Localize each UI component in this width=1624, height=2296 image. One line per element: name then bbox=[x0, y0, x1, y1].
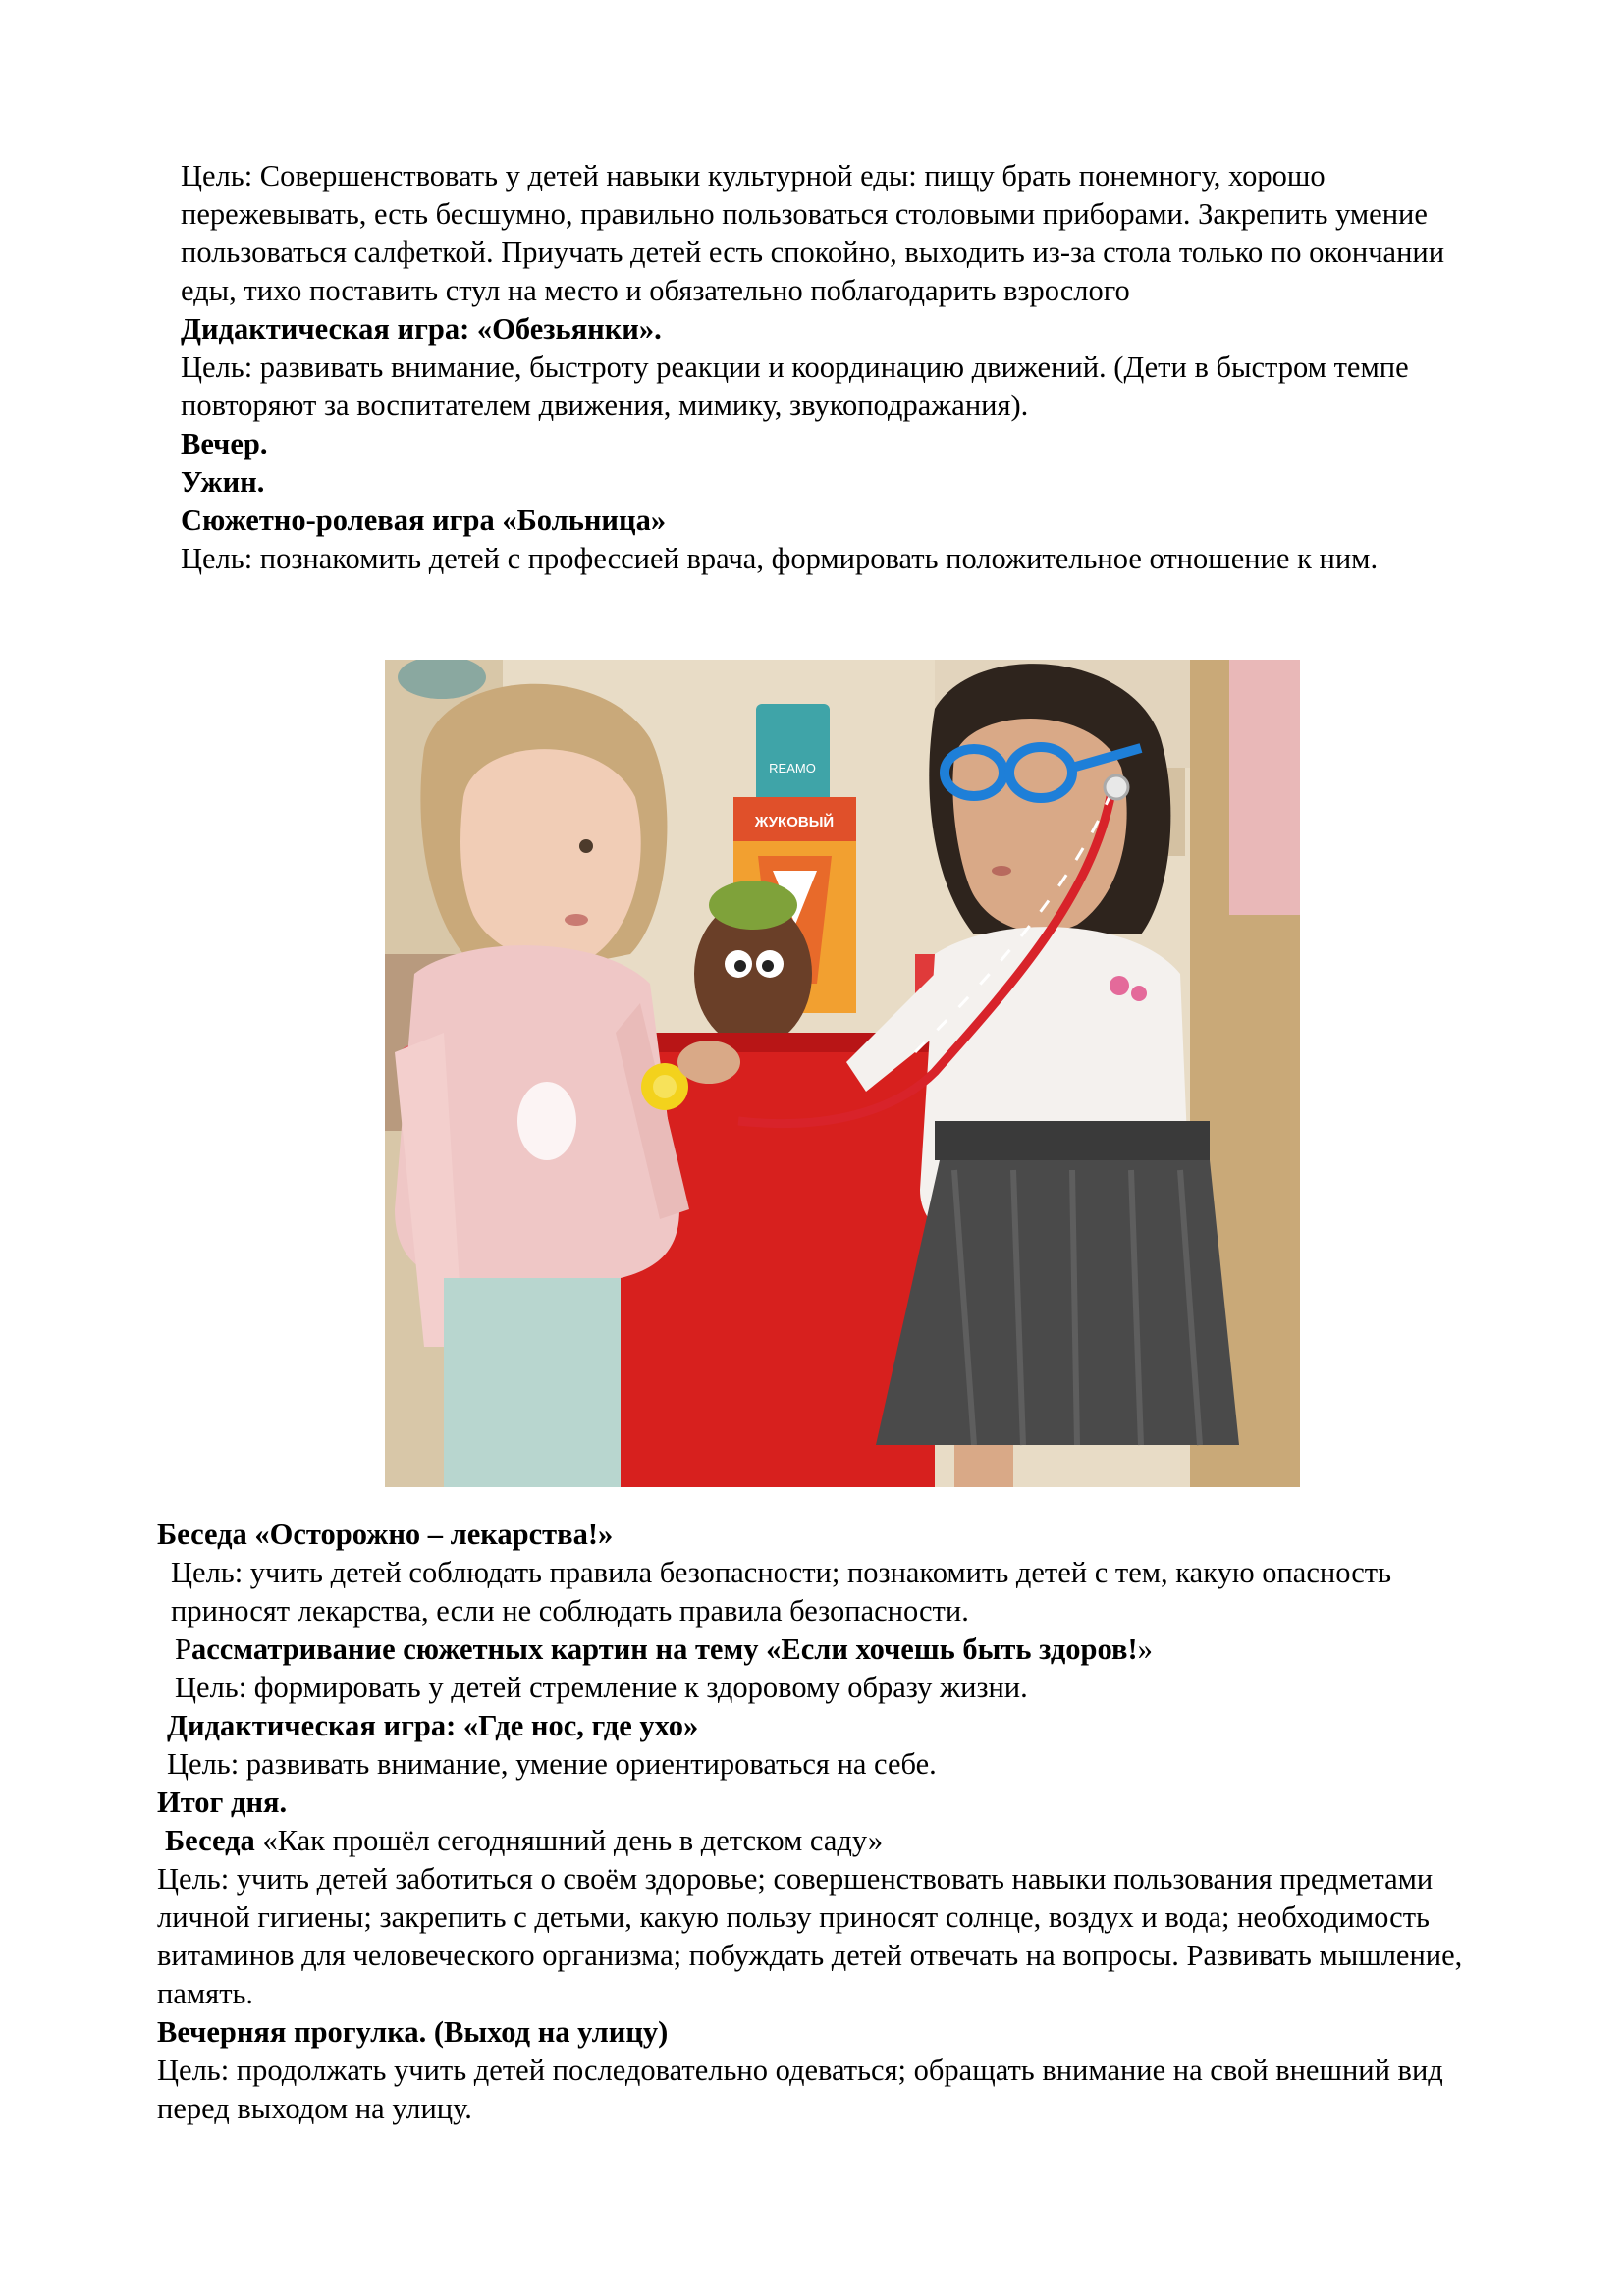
goal-meal: Цель: Совершенствовать у детей навыки культурной еды: пищу брать понемногу, хорошо пережевывать, есть бесшумно, правильно пользоваться столовыми приборами. Закрепить умение пользоваться салфеткой. Приучать детей есть спокойно, выходить из-за стола только по окончании еды, тихо поставить стул на место и обязательно поблагодарить взрослого bbox=[181, 159, 1445, 307]
talk-day-goal: Цель: учить детей заботиться о своём здоровье; совершенствовать навыки пользования предметами личной гигиены; закрепить с детьми, какую пользу приносят солнце, воздух и вода; необходимость витаминов для человеческого организма; побуждать детей отвечать на вопросы. Развивать мышление, память. bbox=[157, 1862, 1463, 2010]
game-monkeys-title: Дидактическая игра: «Обезьянки». bbox=[181, 312, 662, 346]
dinner-heading: Ужин. bbox=[181, 465, 265, 499]
game-nose-title: Дидактическая игра: «Где нос, где ухо» bbox=[167, 1709, 699, 1742]
text-block-bottom bbox=[157, 1516, 1463, 2128]
walk-goal: Цель: продолжать учить детей последовательно одеваться; обращать внимание на свой внешний вид перед выходом на улицу. bbox=[157, 2054, 1443, 2125]
children-playing-doctor-photo bbox=[385, 660, 1300, 1487]
hospital-goal: Цель: познакомить детей с профессией врача, формировать положительное отношение к ним. bbox=[181, 542, 1379, 575]
talk-day-title: Беседа «Как прошёл сегодняшний день в детском саду» bbox=[165, 1824, 884, 1857]
svg-text:REAMO: REAMO bbox=[769, 761, 816, 775]
plush-toy bbox=[694, 881, 812, 1047]
walk-title: Вечерняя прогулка. (Выход на улицу) bbox=[157, 2015, 669, 2049]
game-nose-goal: Цель: развивать внимание, умение ориентироваться на себе. bbox=[167, 1747, 937, 1781]
text-block-top bbox=[181, 157, 1457, 578]
game-monkeys-goal: Цель: развивать внимание, быстроту реакции и координацию движений. (Дети в быстром темпе повторяют за воспитателем движения, мимику, звукоподражания). bbox=[181, 350, 1409, 422]
pictures-goal: Цель: формировать у детей стремление к здоровому образу жизни. bbox=[175, 1671, 1028, 1704]
talk-medicine-title: Беседа «Осторожно – лекарства!» bbox=[157, 1518, 614, 1551]
evening-heading: Вечер. bbox=[181, 427, 268, 460]
day-summary-heading: Итог дня. bbox=[157, 1786, 288, 1819]
svg-text:ЖУКОВЫЙ: ЖУКОВЫЙ bbox=[754, 814, 835, 830]
pictures-title: Рассматривание сюжетных картин на тему «Если хочешь быть здоров!» bbox=[175, 1632, 1153, 1666]
talk-medicine-goal: Цель: учить детей соблюдать правила безопасности; познакомить детей с тем, какую опасность приносят лекарства, если не соблюдать правила безопасности. bbox=[171, 1556, 1391, 1628]
hospital-title: Сюжетно-ролевая игра «Больница» bbox=[181, 504, 667, 537]
